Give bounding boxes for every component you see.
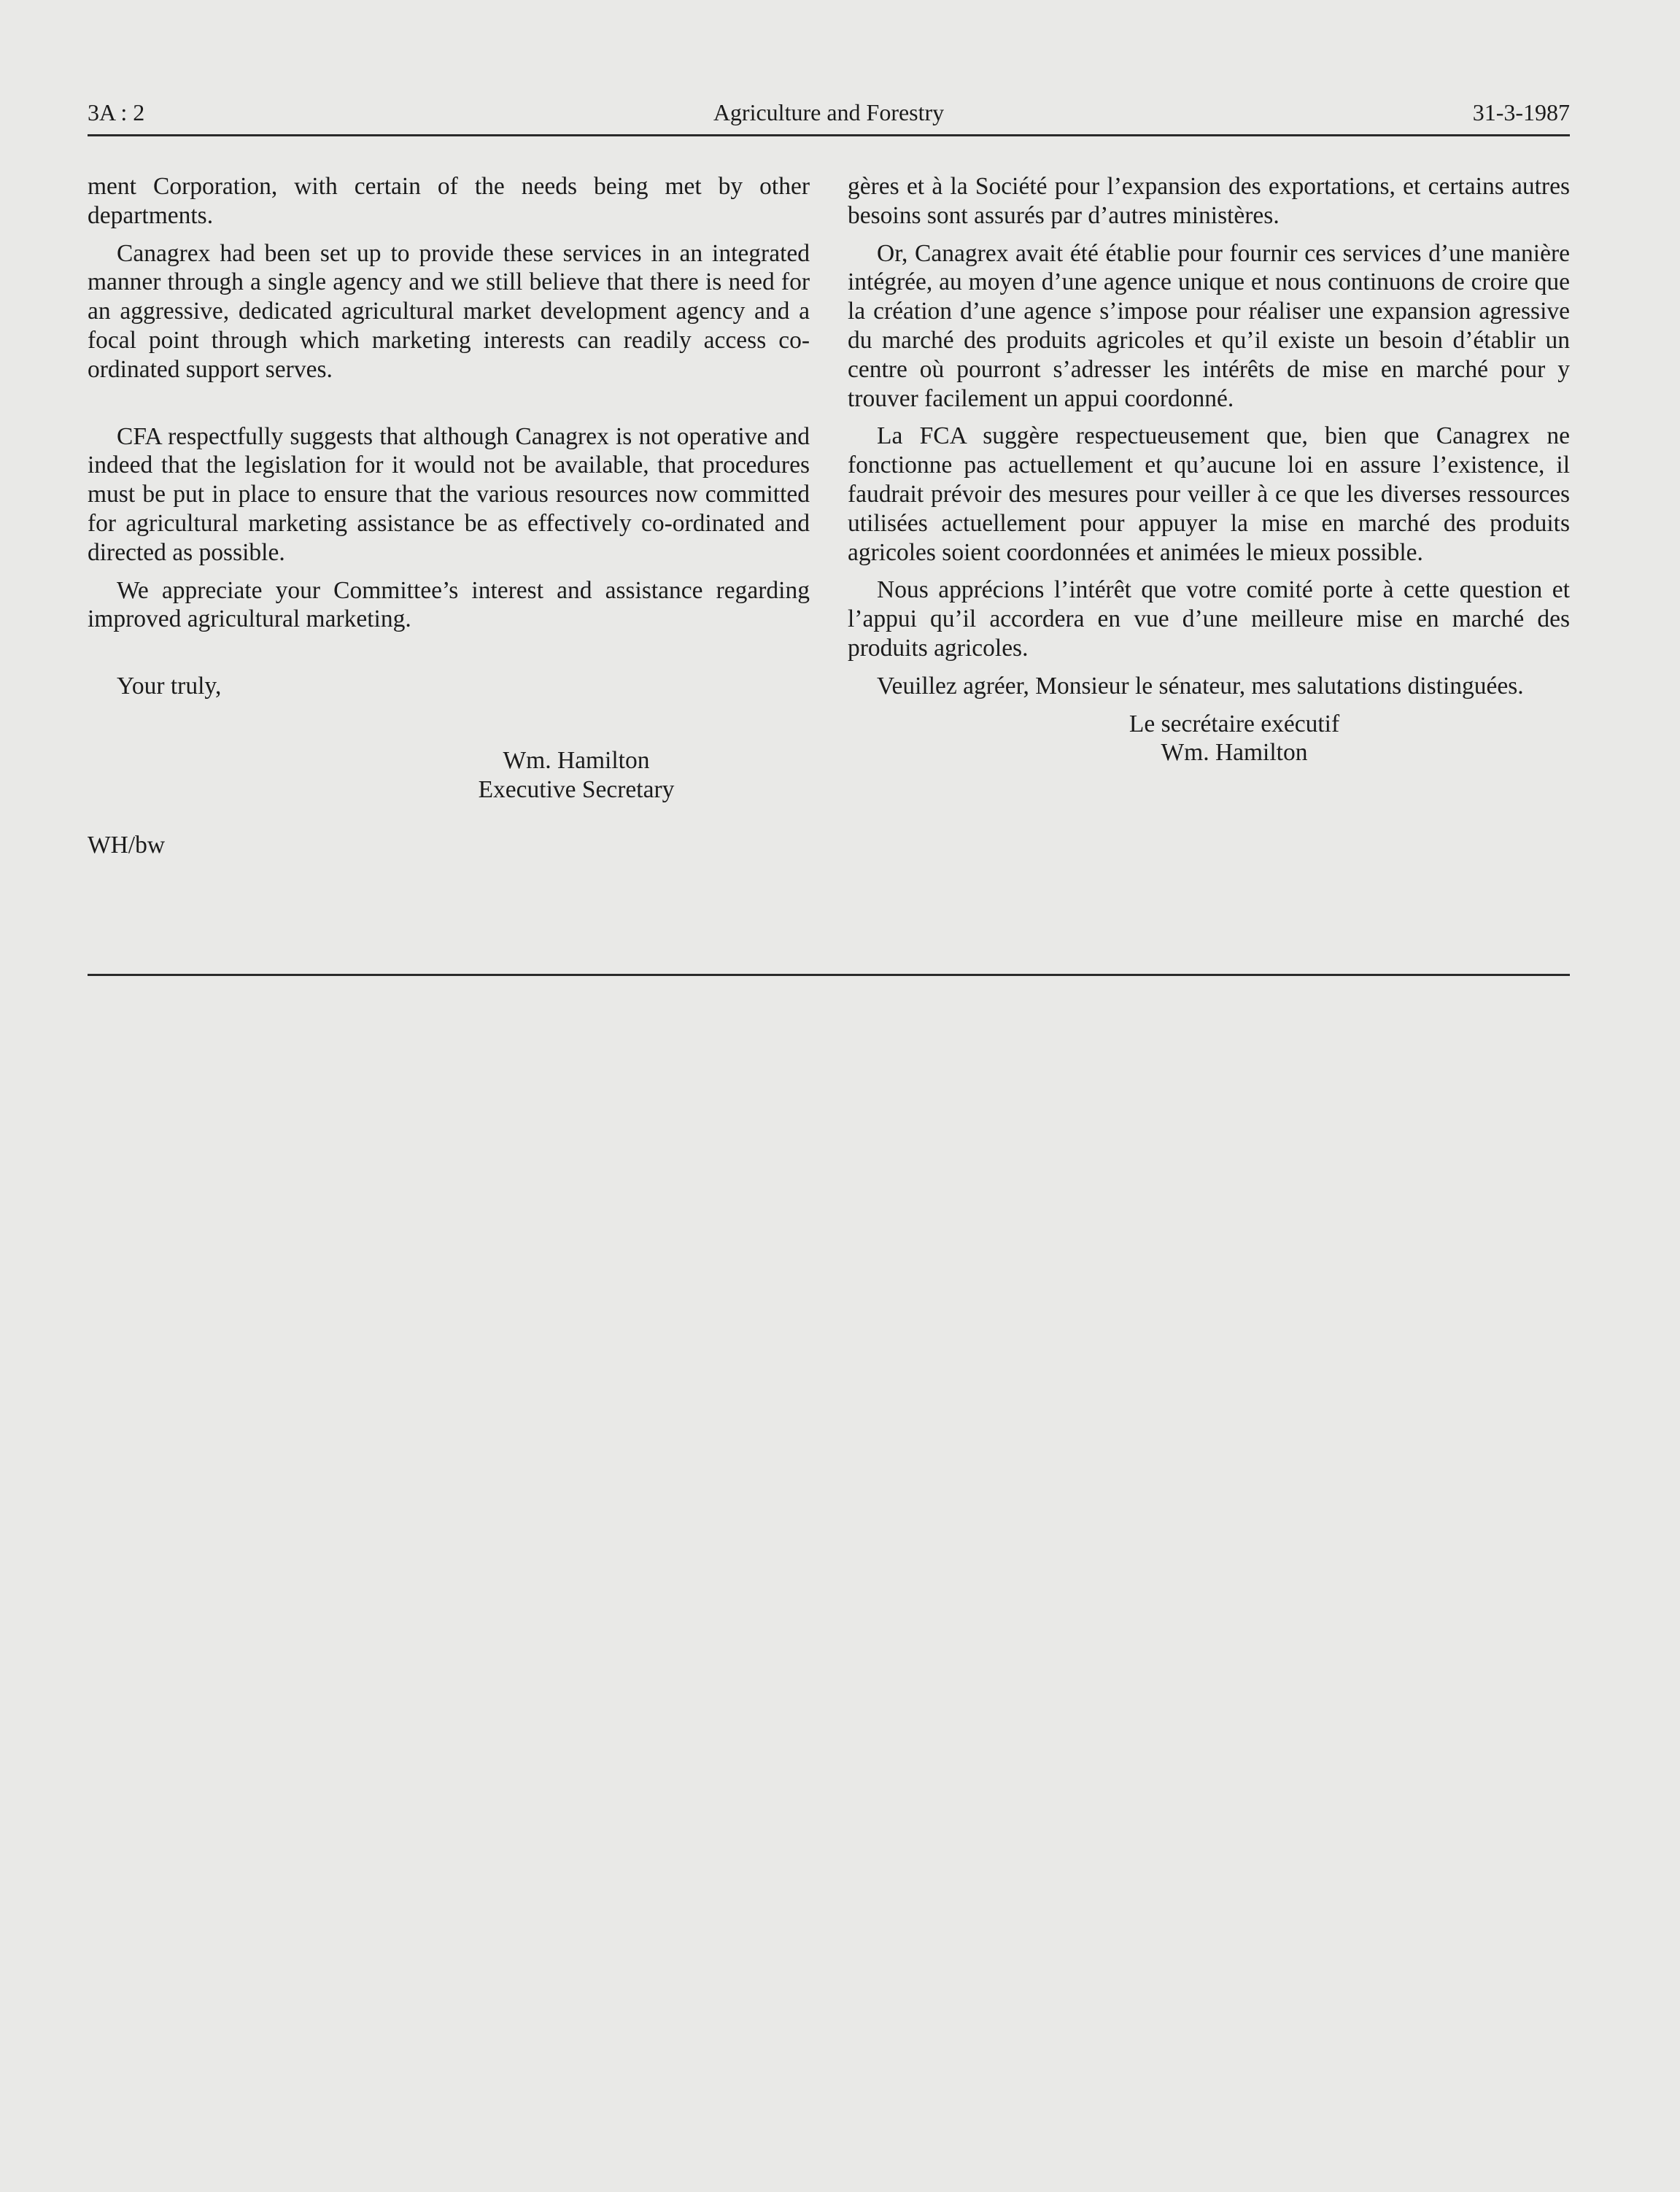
english-paragraph-2: Canagrex had been set up to provide these services in an integrated manner through a single agency and we still believe that there is need for an aggressive, dedicated agricultural market development agency and a focal point through which marketing interests can readily access co-ordinated support serves. — [88, 239, 810, 383]
page-header — [88, 96, 1570, 134]
page-number: 3A : 2 — [88, 99, 145, 125]
french-column — [848, 172, 1570, 767]
running-title: Agriculture and Forestry — [713, 99, 945, 125]
french-paragraph-1: gères et à la Société pour l’expansion des exportations, et certains autres besoins sont assurés par d’autres ministères. — [848, 173, 1570, 229]
header-rule — [88, 134, 1570, 136]
french-signature — [1067, 710, 1402, 768]
publication-date: 31-3-1987 — [1472, 99, 1570, 125]
signature-name: Wm. Hamilton — [503, 746, 650, 774]
french-paragraph-2: Or, Canagrex avait été établie pour fournir ces services d’une manière intégrée, au moyen d’une agence unique et nous continuons de croire que la création d’une agence s’impose pour réaliser une expansion agressive du marché des produits agricoles et qu’il existe un besoin d’établir un centre où pourront s’adresser les intérêts de mise en marché pour y trouver facilement un appui coordonné. — [848, 239, 1570, 412]
french-closing: Veuillez agréer, Monsieur le sénateur, mes salutations distinguées. — [877, 672, 1524, 700]
english-paragraph-4: We appreciate your Committee’s interest and assistance regarding improved agricultural marketing. — [88, 576, 810, 633]
english-paragraph-3: CFA respectfully suggests that although Canagrex is not operative and indeed that the legislation for it would not be available, that procedures must be put in place to ensure that the various resources now committed for agricultural marketing assistance be as effectively co-ordinated and directed as possible. — [88, 422, 810, 566]
section-rule — [88, 974, 1570, 976]
english-paragraph-1: ment Corporation, with certain of the needs being met by other departments. — [88, 173, 810, 229]
signature-name: Wm. Hamilton — [1161, 739, 1308, 767]
french-paragraph-3: La FCA suggère respectueusement que, bien que Canagrex ne fonctionne pas actuellement et qu’aucune loi en assure l’existence, il faudrait prévoir des mesures pour veiller à ce que les diverses ressources utilisées actuellement pour appuyer la mise en marché des produits agricoles soient coordonnées et animées le mieux possible. — [848, 422, 1570, 566]
signature-gap — [88, 701, 810, 746]
blank-page-area — [0, 977, 1680, 2192]
paragraph-gap — [88, 643, 810, 672]
signature-title: Le secrétaire exécutif — [1129, 710, 1340, 737]
english-column — [88, 172, 810, 859]
signature-title: Executive Secretary — [478, 775, 675, 803]
paragraph-gap — [88, 393, 810, 422]
blank-background — [0, 977, 1680, 2192]
english-closing: Your truly, — [117, 673, 222, 700]
typist-initials: WH/bw — [88, 831, 166, 859]
french-paragraph-4: Nous apprécions l’intérêt que votre comité porte à cette question et l’appui qu’il accordera en vue d’une meilleure mise en marché des produits agricoles. — [848, 576, 1570, 662]
english-signature — [409, 746, 744, 805]
